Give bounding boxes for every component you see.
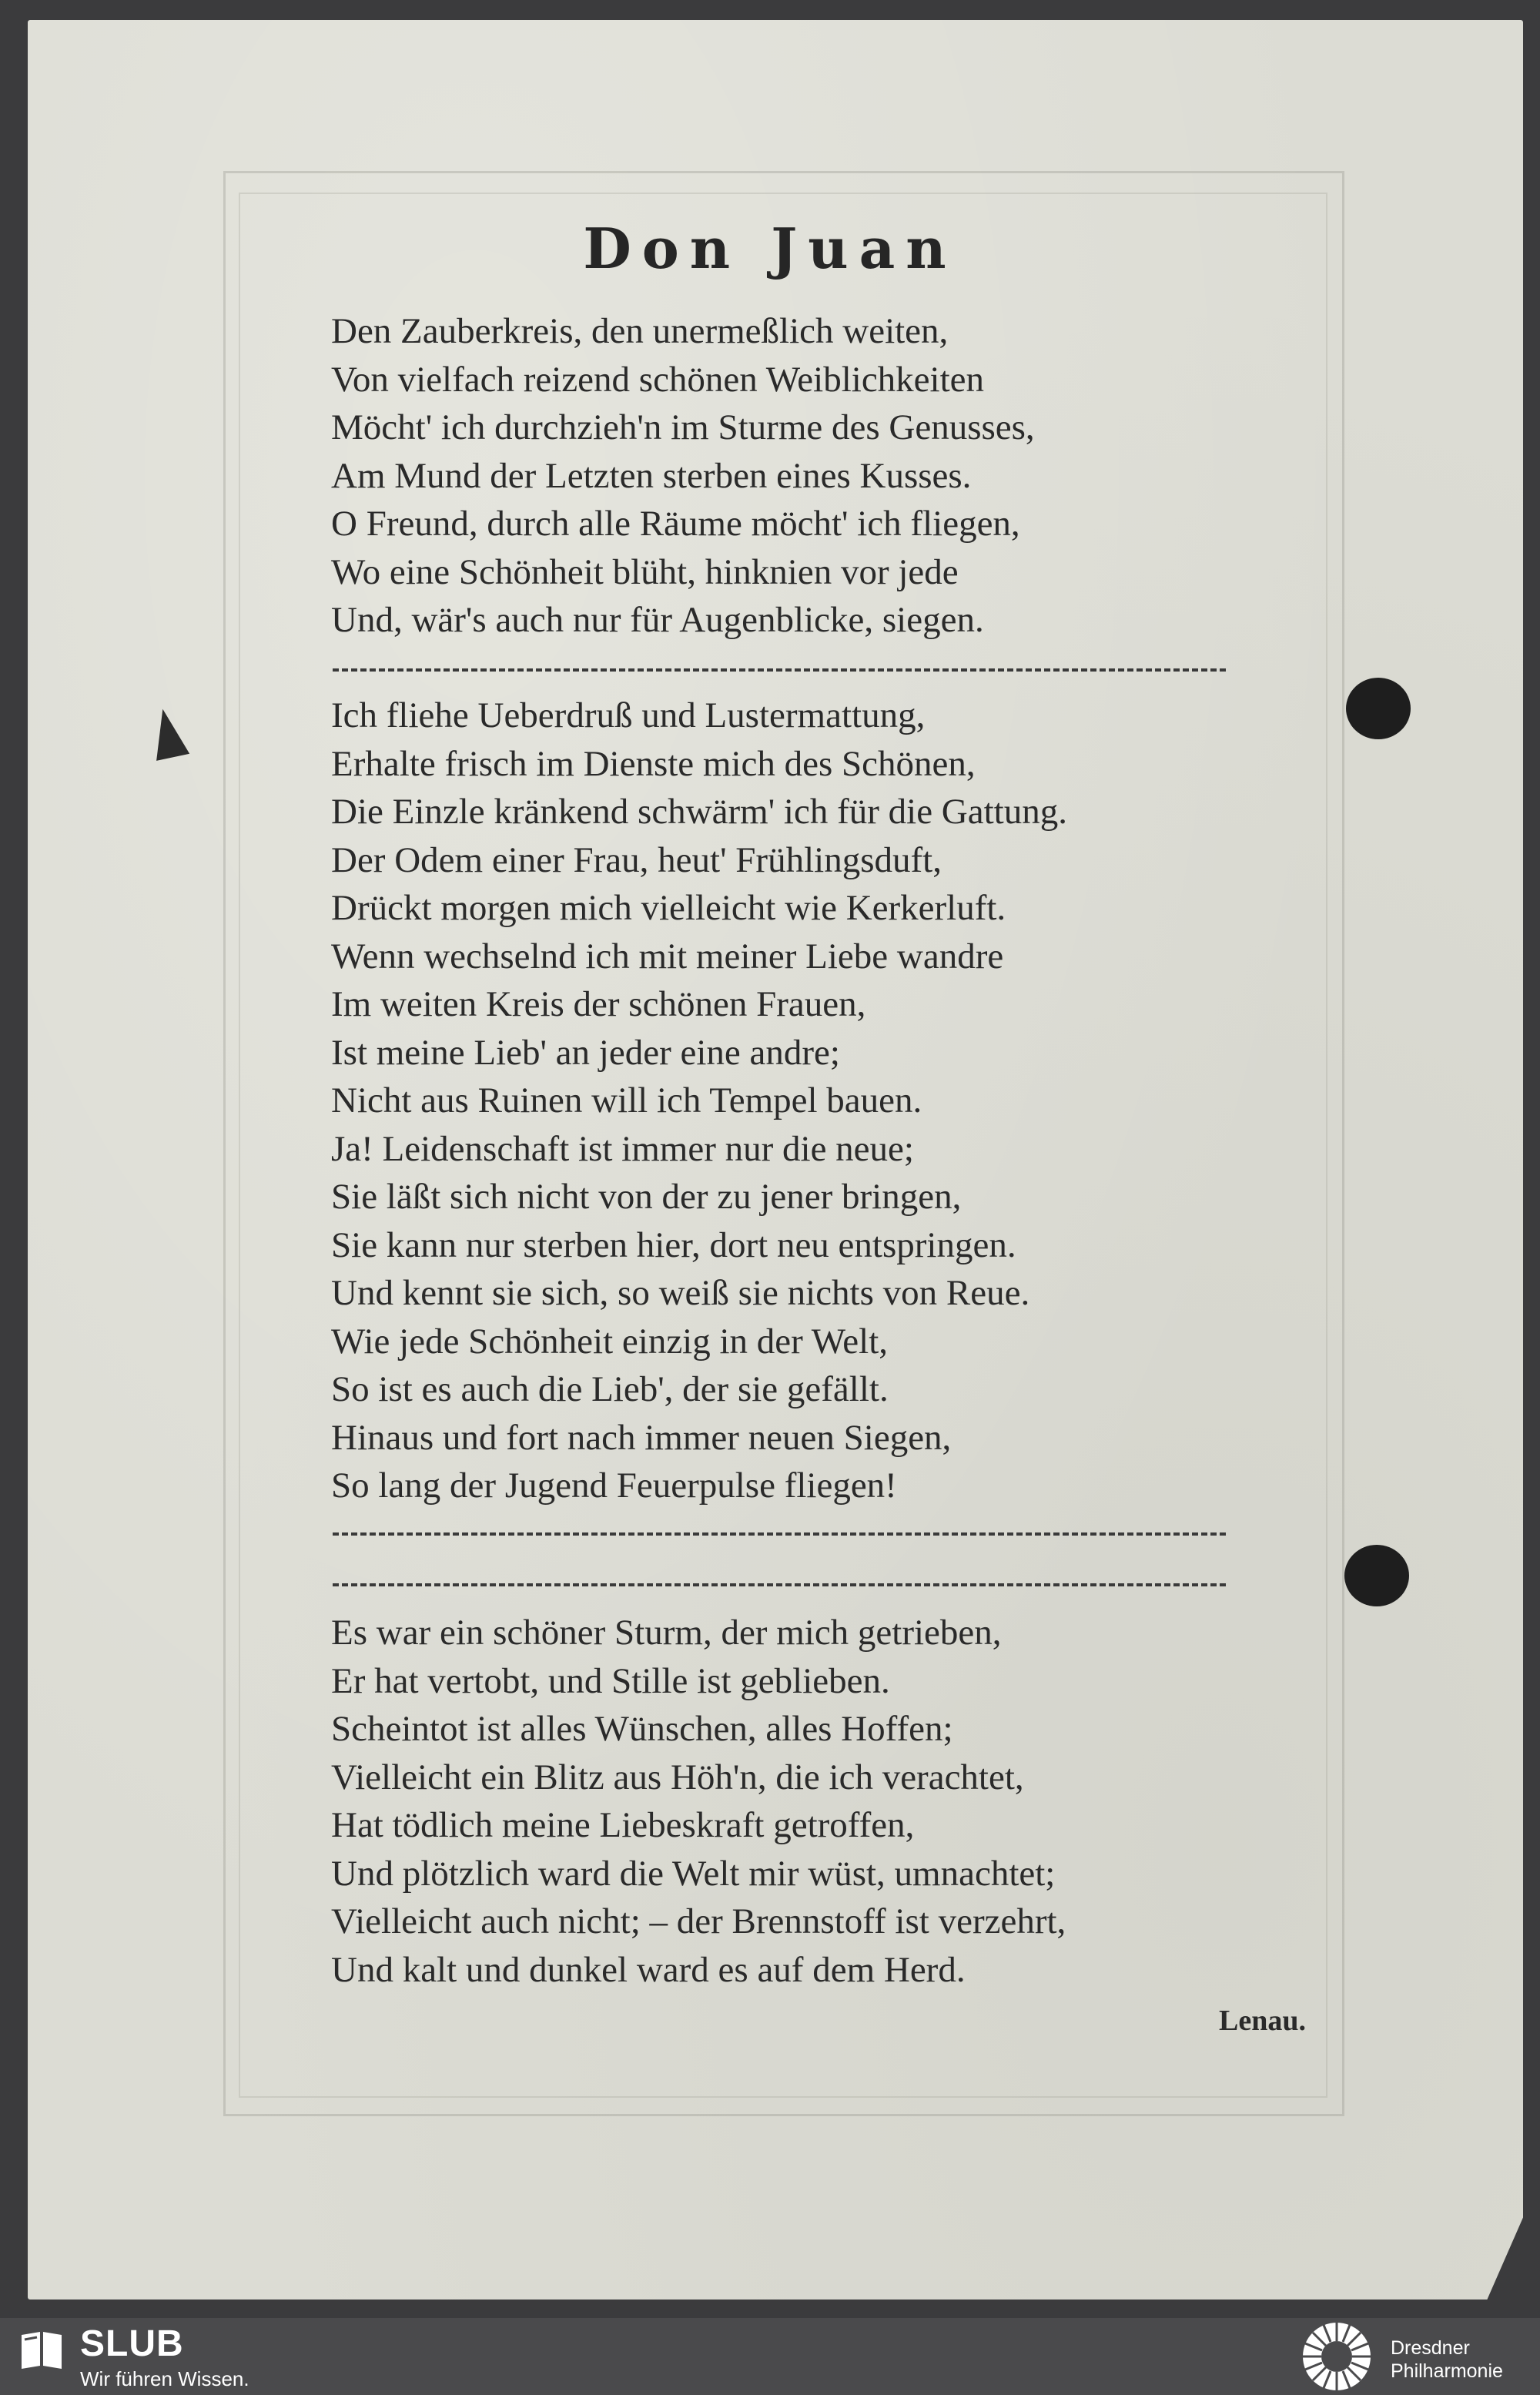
poem-line: Sie läßt sich nicht von der zu jener bringen,: [331, 1177, 962, 1217]
poem-line: Der Odem einer Frau, heut' Frühlingsduft,: [331, 839, 942, 880]
poem-line: Sie kann nur sterben hier, dort neu entspringen.: [331, 1224, 1016, 1265]
poem-title: Don Juan: [583, 216, 957, 281]
poem-line: Ich fliehe Ueberdruß und Lustermattung,: [331, 695, 926, 735]
punch-hole-bottom: [1344, 1545, 1409, 1606]
poem-line: Nicht aus Ruinen will ich Tempel bauen.: [331, 1080, 922, 1120]
poem-author: Lenau.: [1219, 2005, 1306, 2037]
viewer-footer: [0, 2318, 1540, 2395]
poem-line: Möcht' ich durchzieh'n im Sturme des Genusses,: [331, 407, 1035, 447]
stanza-1: [331, 307, 1035, 645]
poem-line: Wenn wechselnd ich mit meiner Liebe wandre: [331, 936, 1004, 976]
philharmonie-name[interactable]: [1391, 2336, 1503, 2383]
poem-line: Ja! Leidenschaft ist immer nur die neue;: [331, 1128, 914, 1169]
philharmonie-name-line1: Dresdner: [1391, 2337, 1470, 2359]
stanza-divider: [333, 1583, 1226, 1586]
poem-line: O Freund, durch alle Räume möcht' ich fliegen,: [331, 504, 1020, 544]
poem-line: Vielleicht ein Blitz aus Höh'n, die ich verachtet,: [331, 1757, 1024, 1797]
poem-line: Im weiten Kreis der schönen Frauen,: [331, 984, 866, 1024]
punch-hole-top: [1346, 678, 1411, 739]
poem-line: Scheintot ist alles Wünschen, alles Hoffen;: [331, 1709, 953, 1749]
poem-line: Drückt morgen mich vielleicht wie Kerkerluft.: [331, 888, 1006, 928]
poem-line: Hinaus und fort nach immer neuen Siegen,: [331, 1417, 952, 1458]
poem-line: Und kennt sie sich, so weiß sie nichts von Reue.: [331, 1273, 1030, 1313]
poem-line: Ist meine Lieb' an jeder eine andre;: [331, 1032, 840, 1073]
poem-line: Erhalte frisch im Dienste mich des Schönen,: [331, 743, 976, 784]
stanza-2: [331, 692, 1067, 1510]
stanza-3: [331, 1609, 1066, 1994]
poem-line: Die Einzle kränkend schwärm' ich für die Gattung.: [331, 792, 1067, 832]
poem-line: Wie jede Schönheit einzig in der Welt,: [331, 1321, 889, 1362]
poem-line: So ist es auch die Lieb', der sie gefällt.: [331, 1369, 889, 1409]
poem-line: Den Zauberkreis, den unermeßlich weiten,: [331, 311, 949, 351]
poem-line: Er hat vertobt, und Stille ist geblieben.: [331, 1660, 890, 1701]
poem-line: So lang der Jugend Feuerpulse fliegen!: [331, 1465, 897, 1506]
stanza-divider: [333, 1532, 1226, 1536]
poem-line: Und plötzlich ward die Welt mir wüst, umnachtet;: [331, 1853, 1056, 1894]
poem-line: Wo eine Schönheit blüht, hinknien vor jede: [331, 551, 959, 592]
philharmonie-name-line2: Philharmonie: [1391, 2360, 1503, 2382]
poem-line: Und, wär's auch nur für Augenblicke, siegen.: [331, 600, 984, 640]
slub-tagline: Wir führen Wissen.: [80, 2367, 249, 2390]
philharmonie-sunburst-icon[interactable]: [1298, 2320, 1375, 2393]
poem-line: Von vielfach reizend schönen Weiblichkeiten: [331, 359, 985, 400]
slub-book-icon[interactable]: [18, 2326, 65, 2372]
poem-line: Hat tödlich meine Liebeskraft getroffen,: [331, 1805, 915, 1845]
poem-line: Und kalt und dunkel ward es auf dem Herd.: [331, 1949, 966, 1990]
slub-logo-text[interactable]: SLUB: [80, 2323, 184, 2364]
stanza-divider: [333, 668, 1226, 672]
poem-line: Am Mund der Letzten sterben eines Kusses.: [331, 455, 972, 496]
poem-line: Vielleicht auch nicht; – der Brennstoff ist verzehrt,: [331, 1901, 1066, 1941]
poem-line: Es war ein schöner Sturm, der mich getrieben,: [331, 1613, 1002, 1653]
